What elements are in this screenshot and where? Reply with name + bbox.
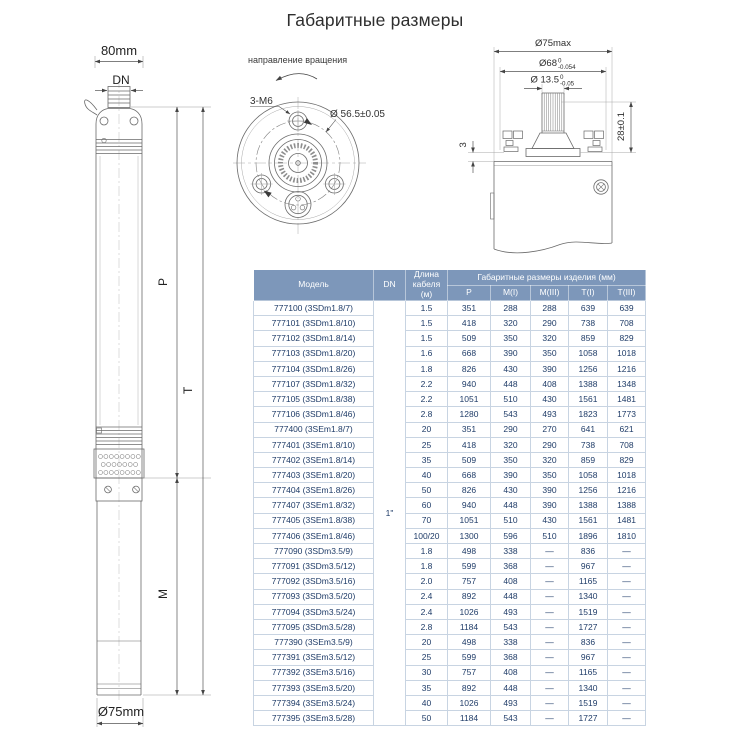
splined-shaft: [542, 93, 564, 133]
flange-top-view: [233, 55, 385, 234]
bolt-circle-dia-label: Ø 56.5±0.05: [330, 109, 385, 120]
model-cell: 777102 (3SDm1.8/14): [254, 331, 374, 346]
value-cell: 320: [531, 452, 569, 467]
value-cell: 1.5: [406, 331, 448, 346]
value-cell: 596: [491, 528, 531, 543]
dia-13-5-label: Ø 13.5: [530, 74, 559, 86]
value-cell: 368: [491, 559, 531, 574]
value-cell: 1165: [569, 574, 608, 589]
svg-text:0: 0: [558, 57, 562, 65]
value-cell: 1051: [448, 513, 491, 528]
value-cell: 493: [491, 604, 531, 619]
value-cell: —: [608, 635, 646, 650]
value-cell: 50: [406, 483, 448, 498]
value-cell: 708: [608, 316, 646, 331]
value-cell: 621: [608, 422, 646, 437]
value-cell: 1348: [608, 376, 646, 391]
table-row: [254, 361, 646, 376]
model-cell: 777094 (3SDm3.5/24): [254, 604, 374, 619]
value-cell: 288: [531, 301, 569, 316]
value-cell: 1.5: [406, 316, 448, 331]
value-cell: 1165: [569, 665, 608, 680]
value-cell: 20: [406, 422, 448, 437]
value-cell: 493: [491, 695, 531, 710]
value-cell: 510: [491, 392, 531, 407]
table-row: [254, 483, 646, 498]
model-cell: 777395 (3SEm3.5/28): [254, 711, 374, 726]
value-cell: —: [531, 650, 569, 665]
value-cell: 2.0: [406, 574, 448, 589]
value-cell: 2.2: [406, 376, 448, 391]
value-cell: 510: [531, 528, 569, 543]
value-cell: 826: [448, 361, 491, 376]
value-cell: 509: [448, 331, 491, 346]
value-cell: 60: [406, 498, 448, 513]
header-m3: M(III): [531, 286, 569, 301]
value-cell: —: [531, 544, 569, 559]
model-cell: 777093 (3SDm3.5/20): [254, 589, 374, 604]
value-cell: 1018: [608, 468, 646, 483]
value-cell: 967: [569, 650, 608, 665]
value-cell: 826: [448, 483, 491, 498]
value-cell: 1.8: [406, 361, 448, 376]
table-row: [254, 422, 646, 437]
value-cell: 2.4: [406, 604, 448, 619]
table-row: [254, 589, 646, 604]
bolt-spec-label: 3-М6: [250, 96, 273, 107]
screw-plug: [594, 180, 608, 194]
value-cell: 320: [491, 316, 531, 331]
value-cell: 1340: [569, 589, 608, 604]
table-row: [254, 346, 646, 361]
dimensions-table: [253, 269, 645, 726]
model-cell: 777092 (3SDm3.5/16): [254, 574, 374, 589]
table-row: [254, 407, 646, 422]
value-cell: 448: [491, 498, 531, 513]
value-cell: 1773: [608, 407, 646, 422]
dim-3-label: 3: [458, 142, 469, 148]
value-cell: 1058: [569, 468, 608, 483]
value-cell: 668: [448, 346, 491, 361]
value-cell: 599: [448, 559, 491, 574]
dim-t-label: T: [181, 386, 195, 394]
m6-hole-right: [323, 173, 345, 195]
value-cell: 1058: [569, 346, 608, 361]
table-row: [254, 301, 646, 316]
value-cell: 493: [531, 407, 569, 422]
model-cell: 777091 (3SDm3.5/12): [254, 559, 374, 574]
value-cell: 510: [491, 513, 531, 528]
table-row: [254, 392, 646, 407]
value-cell: 940: [448, 376, 491, 391]
value-cell: 1727: [569, 711, 608, 726]
value-cell: —: [608, 559, 646, 574]
value-cell: 1216: [608, 483, 646, 498]
model-cell: 777390 (3SEm3.5/9): [254, 635, 374, 650]
value-cell: 448: [491, 376, 531, 391]
value-cell: 1388: [569, 376, 608, 391]
table-row: [254, 695, 646, 710]
model-cell: 777105 (3SDm1.8/38): [254, 392, 374, 407]
value-cell: 1026: [448, 604, 491, 619]
model-cell: 777392 (3SEm3.5/16): [254, 665, 374, 680]
dim-28-label: 28±0.1: [616, 112, 627, 141]
value-cell: 1026: [448, 695, 491, 710]
value-cell: 320: [531, 331, 569, 346]
value-cell: 639: [569, 301, 608, 316]
value-cell: 430: [491, 361, 531, 376]
value-cell: 967: [569, 559, 608, 574]
dia-68-label: Ø68: [539, 58, 557, 69]
value-cell: 1388: [608, 498, 646, 513]
value-cell: 1300: [448, 528, 491, 543]
value-cell: 1184: [448, 619, 491, 634]
value-cell: 599: [448, 650, 491, 665]
model-cell: 777404 (3SEm1.8/26): [254, 483, 374, 498]
diameter-75mm-label: Ø75mm: [97, 704, 145, 719]
value-cell: 408: [491, 574, 531, 589]
value-cell: 390: [491, 468, 531, 483]
value-cell: 350: [531, 346, 569, 361]
value-cell: 290: [531, 316, 569, 331]
rotation-direction-arrow: [276, 74, 317, 81]
value-cell: 40: [406, 468, 448, 483]
value-cell: 50: [406, 711, 448, 726]
value-cell: 35: [406, 452, 448, 467]
table-row: [254, 544, 646, 559]
table-row: [254, 452, 646, 467]
value-cell: 290: [491, 422, 531, 437]
value-cell: —: [608, 650, 646, 665]
value-cell: 1216: [608, 361, 646, 376]
value-cell: 757: [448, 574, 491, 589]
cable-hook: [85, 100, 97, 115]
value-cell: —: [608, 574, 646, 589]
model-cell: 777100 (3SDm1.8/7): [254, 301, 374, 316]
value-cell: 829: [608, 331, 646, 346]
value-cell: 836: [569, 544, 608, 559]
value-cell: —: [531, 680, 569, 695]
value-cell: 368: [491, 650, 531, 665]
model-cell: 777090 (3SDm3.5/9): [254, 544, 374, 559]
pump-side-view: [85, 43, 211, 727]
model-cell: 777406 (3SEm1.8/46): [254, 528, 374, 543]
value-cell: 498: [448, 544, 491, 559]
value-cell: 2.4: [406, 589, 448, 604]
value-cell: 859: [569, 331, 608, 346]
value-cell: 543: [491, 619, 531, 634]
value-cell: 1184: [448, 711, 491, 726]
value-cell: 390: [531, 361, 569, 376]
model-cell: 777401 (3SEm1.8/10): [254, 437, 374, 452]
value-cell: 1519: [569, 604, 608, 619]
model-cell: 777393 (3SEm3.5/20): [254, 680, 374, 695]
table-row: [254, 331, 646, 346]
value-cell: —: [608, 604, 646, 619]
m6-hole-left: [251, 173, 273, 195]
value-cell: —: [608, 589, 646, 604]
value-cell: —: [608, 619, 646, 634]
value-cell: 390: [531, 483, 569, 498]
value-cell: 288: [491, 301, 531, 316]
value-cell: —: [531, 695, 569, 710]
value-cell: —: [531, 665, 569, 680]
model-cell: 777391 (3SEm3.5/12): [254, 650, 374, 665]
header-dn: DN: [374, 270, 406, 301]
value-cell: 892: [448, 680, 491, 695]
value-cell: 1.5: [406, 301, 448, 316]
value-cell: 448: [491, 680, 531, 695]
value-cell: 40: [406, 695, 448, 710]
value-cell: 2.8: [406, 619, 448, 634]
dn-label: DN: [112, 73, 130, 87]
table-row: [254, 513, 646, 528]
model-cell: 777407 (3SEm1.8/32): [254, 498, 374, 513]
table-row: [254, 650, 646, 665]
value-cell: 1.8: [406, 544, 448, 559]
value-cell: 100/20: [406, 528, 448, 543]
table-row: [254, 574, 646, 589]
value-cell: 1896: [569, 528, 608, 543]
value-cell: 20: [406, 635, 448, 650]
value-cell: 351: [448, 301, 491, 316]
model-cell: 777106 (3SDm1.8/46): [254, 407, 374, 422]
value-cell: 408: [531, 376, 569, 391]
value-cell: 270: [531, 422, 569, 437]
value-cell: 1.6: [406, 346, 448, 361]
header-p: P: [448, 286, 491, 301]
value-cell: —: [531, 559, 569, 574]
value-cell: 350: [491, 331, 531, 346]
model-cell: 777405 (3SEm1.8/38): [254, 513, 374, 528]
value-cell: 1481: [608, 392, 646, 407]
model-cell: 777107 (3SDm1.8/32): [254, 376, 374, 391]
model-cell: 777104 (3SDm1.8/26): [254, 361, 374, 376]
table-row: [254, 559, 646, 574]
table-body: [254, 301, 646, 726]
value-cell: 1051: [448, 392, 491, 407]
model-cell: 777103 (3SDm1.8/20): [254, 346, 374, 361]
svg-text:-0.054: -0.054: [558, 63, 576, 71]
value-cell: 1481: [608, 513, 646, 528]
value-cell: 351: [448, 422, 491, 437]
dia-75max-label: Ø75max: [535, 38, 571, 49]
value-cell: 418: [448, 316, 491, 331]
value-cell: 668: [448, 468, 491, 483]
value-cell: 940: [448, 498, 491, 513]
value-cell: —: [531, 589, 569, 604]
model-cell: 777101 (3SDm1.8/10): [254, 316, 374, 331]
value-cell: 338: [491, 635, 531, 650]
value-cell: 738: [569, 316, 608, 331]
width-80mm-label: 80mm: [100, 43, 138, 58]
value-cell: 30: [406, 665, 448, 680]
value-cell: 708: [608, 437, 646, 452]
value-cell: —: [531, 711, 569, 726]
table-row: [254, 468, 646, 483]
value-cell: 859: [569, 452, 608, 467]
table-row: [254, 437, 646, 452]
value-cell: —: [608, 711, 646, 726]
value-cell: 408: [491, 665, 531, 680]
value-cell: 738: [569, 437, 608, 452]
value-cell: 509: [448, 452, 491, 467]
header-cable-length: Длина кабеля (м): [406, 270, 448, 301]
dim-p-label: P: [156, 277, 170, 286]
break-line: [494, 242, 612, 253]
value-cell: 1388: [569, 498, 608, 513]
table-row: [254, 635, 646, 650]
value-cell: 1561: [569, 513, 608, 528]
table-row: [254, 604, 646, 619]
model-cell: 777095 (3SDm3.5/28): [254, 619, 374, 634]
table-row: [254, 711, 646, 726]
value-cell: 836: [569, 635, 608, 650]
value-cell: 2.2: [406, 392, 448, 407]
value-cell: 543: [491, 711, 531, 726]
value-cell: —: [531, 635, 569, 650]
value-cell: 338: [491, 544, 531, 559]
table-row: [254, 680, 646, 695]
value-cell: —: [531, 619, 569, 634]
value-cell: 430: [531, 392, 569, 407]
table-row: [254, 316, 646, 331]
value-cell: —: [608, 544, 646, 559]
table-row: [254, 665, 646, 680]
svg-text:0: 0: [560, 74, 564, 81]
value-cell: 35: [406, 680, 448, 695]
value-cell: 639: [608, 301, 646, 316]
value-cell: 350: [531, 468, 569, 483]
header-t1: T(I): [569, 286, 608, 301]
value-cell: 1018: [608, 346, 646, 361]
table-row: [254, 376, 646, 391]
value-cell: 543: [491, 407, 531, 422]
value-cell: 1340: [569, 680, 608, 695]
table-row: [254, 528, 646, 543]
value-cell: 1256: [569, 361, 608, 376]
dim-m-label: M: [156, 589, 170, 599]
model-cell: 777403 (3SEm1.8/20): [254, 468, 374, 483]
header-model: Модель: [254, 270, 374, 301]
value-cell: 1519: [569, 695, 608, 710]
value-cell: —: [608, 680, 646, 695]
model-cell: 777394 (3SEm3.5/24): [254, 695, 374, 710]
table-row: [254, 498, 646, 513]
value-cell: 2.8: [406, 407, 448, 422]
value-cell: 1256: [569, 483, 608, 498]
value-cell: 320: [491, 437, 531, 452]
rotation-direction-label: направление вращения: [248, 55, 348, 65]
value-cell: 1823: [569, 407, 608, 422]
value-cell: 430: [491, 483, 531, 498]
page-title: Габаритные размеры: [286, 10, 464, 30]
value-cell: 448: [491, 589, 531, 604]
value-cell: 1810: [608, 528, 646, 543]
value-cell: 757: [448, 665, 491, 680]
svg-text:-0.05: -0.05: [560, 80, 575, 88]
value-cell: 418: [448, 437, 491, 452]
value-cell: 25: [406, 437, 448, 452]
motor-shaft-view: [458, 38, 636, 253]
value-cell: 390: [531, 498, 569, 513]
table-row: [254, 619, 646, 634]
value-cell: 25: [406, 650, 448, 665]
value-cell: 350: [491, 452, 531, 467]
value-cell: 641: [569, 422, 608, 437]
value-cell: 70: [406, 513, 448, 528]
header-m1: M(I): [491, 286, 531, 301]
value-cell: 430: [531, 513, 569, 528]
model-cell: 777400 (3SEm1.8/7): [254, 422, 374, 437]
header-t3: T(III): [608, 286, 646, 301]
value-cell: 829: [608, 452, 646, 467]
value-cell: 1280: [448, 407, 491, 422]
value-cell: 1727: [569, 619, 608, 634]
value-cell: 1.8: [406, 559, 448, 574]
header-dimensions-group: Габаритные размеры изделия (мм): [448, 270, 646, 286]
model-cell: 777402 (3SEm1.8/14): [254, 452, 374, 467]
dn-value-cell: 1": [374, 301, 406, 726]
value-cell: 1561: [569, 392, 608, 407]
value-cell: 498: [448, 635, 491, 650]
value-cell: —: [608, 695, 646, 710]
value-cell: —: [531, 574, 569, 589]
value-cell: 390: [491, 346, 531, 361]
value-cell: 892: [448, 589, 491, 604]
value-cell: 290: [531, 437, 569, 452]
value-cell: —: [608, 665, 646, 680]
value-cell: —: [531, 604, 569, 619]
